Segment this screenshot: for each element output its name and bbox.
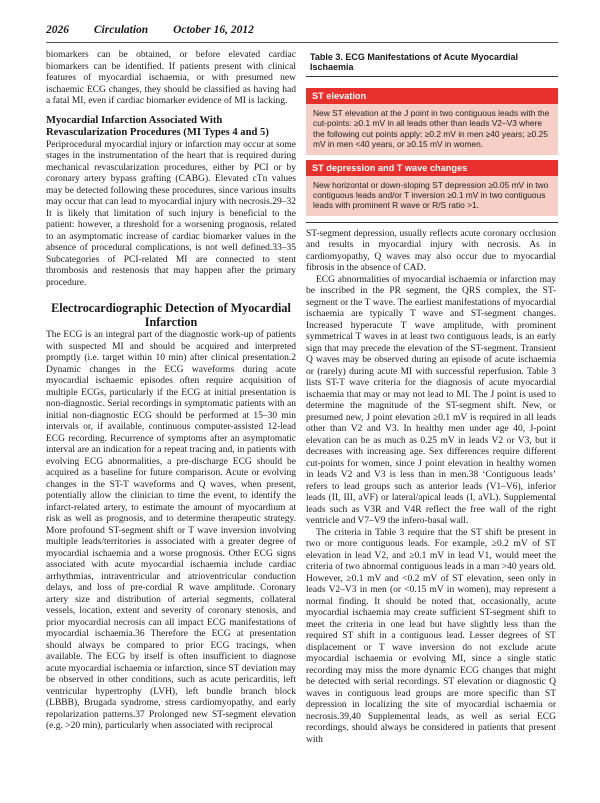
table-section-body-st-depression: New horizontal or down-sloping ST depression ≥0.05 mV in two contiguous leads and/or T inversion ≥0.1 mV in two contiguous leads with prominent R wave or R/S ratio >1. xyxy=(306,176,558,216)
section-heading-mi-revascularization: Myocardial Infarction Associated With Revascularization Procedures (MI Types 4 and 5) xyxy=(46,114,269,138)
left-column xyxy=(46,50,296,733)
right-column xyxy=(306,50,556,746)
table-section-heading-st-elevation: ST elevation xyxy=(306,88,558,104)
issue-date: October 16, 2012 xyxy=(173,24,254,36)
table-body xyxy=(306,77,558,216)
running-header xyxy=(46,24,558,43)
journal-name: Circulation xyxy=(93,24,149,36)
table-title: Table 3. ECG Manifestations of Acute Myocardial Ischaemia xyxy=(306,50,558,77)
paragraph-st-depression: ST-segment depression, usually reflects acute coronary occlusion and results in myocardial injury with necrosis. As in cardiomyopathy, Q waves may also occur due to myocardial fibrosis in the absence of CAD. xyxy=(306,228,556,274)
paragraph-ecg-detection: The ECG is an integral part of the diagnostic work-up of patients with suspected MI and should be acquired and interpreted promptly (i.e. target within 10 min) after clinical presentation.2 Dynamic changes in the ECG waveforms during acute myocardial ischaemic episodes often require acquisition of multiple ECGs, particularly if the ECG at initial presentation is non-diagnostic. Serial recordings in symptomatic patients with an initial non-diagnostic ECG should be performed at 15–30 min intervals or, if available, continuous computer-assisted 12-lead ECG recording. Recurrence of symptoms after an asymptomatic interval are an indication for a repeat tracing and, in patients with evolving ECG abnormalities, a pre-discharge ECG should be acquired as a baseline for future comparison. Acute or evolving changes in the ST-T waveforms and Q waves, when present, potentially allow the clinician to time the event, to identify the infarct-related artery, to estimate the amount of myocardium at risk as well as prognosis, and to determine therapeutic strategy. More profound ST-segment shift or T wave inversion involving multiple leads/territories is associated with a greater degree of myocardial ischaemia and a worse prognosis. Other ECG signs associated with acute myocardial ischaemia include cardiac arrhythmias, intraventricular and atrioventricular conduction delays, and loss of pre-cordial R wave amplitude. Coronary artery size and distribution of arterial segments, collateral vessels, location, extent and severity of coronary stenosis, and prior myocardial necrosis can all impact ECG manifestations of myocardial ischaemia.36 Therefore the ECG at presentation should always be compared to prior ECG tracings, when available. The ECG by itself is often insufficient to diagnose acute myocardial ischaemia or infarction, since ST deviation may be observed in other conditions, such as acute pericarditis, left ventricular hypertrophy (LVH), left bundle branch block (LBBB), Brugada syndrome, stress cardiomyopathy, and early repolarization patterns.37 Prolonged new ST-segment elevation (e.g. >20 min), particularly when associated with reciprocal xyxy=(46,330,296,731)
paragraph-table-criteria: The criteria in Table 3 require that the ST shift be present in two or more contiguous leads. For example, ≥0.2 mV of ST elevation in lead V2, and ≥0.1 mV in lead V1, would meet the criteria of two abnormal contiguous leads in a man >40 years old. However, ≥0.1 mV and <0.2 mV of ST elevation, seen only in leads V2–V3 in men (or <0.15 mV in women), may represent a normal finding. It should be noted that, occasionally, acute myocardial ischaemia may create sufficient ST-segment shift to meet the criteria in one lead but have slightly less than the required ST shift in a contiguous lead. Lesser degrees of ST displacement or T wave inversion do not exclude acute myocardial ischaemia or evolving MI, since a single static recording may miss the more dynamic ECG changes that might be detected with serial recordings. ST elevation or diagnostic Q waves in contiguous lead groups are more specific than ST depression in localizing the site of myocardial ischaemia or necrosis.39,40 Supplemental leads, as well as serial ECG recordings, should always be considered in patients that present with xyxy=(306,527,556,745)
table-3 xyxy=(306,50,558,223)
table-section-heading-st-depression: ST depression and T wave changes xyxy=(306,160,558,176)
paragraph-mi-revascularization: Periprocedural myocardial injury or infarction may occur at some stages in the instrumentation of the heart that is required during mechanical revascularization procedures, either by PCI or by coronary artery bypass grafting (CABG). Elevated cTn values may be detected following these procedures, since various insults may occur that can lead to myocardial injury with necrosis.29–32 It is likely that limitation of such injury is beneficial to the patient: however, a threshold for a worsening prognosis, related to an asymptomatic increase of cardiac biomarker values in the absence of procedural complications, is not well defined.33–35 Subcategories of PCI-related MI are connected to stent thrombosis and restenosis that may happen after the primary procedure. xyxy=(46,139,296,288)
table-section-body-st-elevation: New ST elevation at the J point in two contiguous leads with the cut-points: ≥0.1 mV in all leads other than leads V2–V3 where the following cut points apply: ≥0.2 mV in men ≥40 years; ≥0.25 mV in men <40 years, or ≥0.15 mV in women. xyxy=(306,104,558,155)
page-number: 2026 xyxy=(46,24,69,36)
section-heading-ecg-detection: Electrocardiographic Detection of Myocardial Infarction xyxy=(51,301,291,329)
paragraph-ecg-abnormalities: ECG abnormalities of myocardial ischaemia or infarction may be inscribed in the PR segment, the QRS complex, the ST-segment or the T wave. The earliest manifestations of myocardial ischaemia are typically T wave and ST-segment changes. Increased hyperacute T wave amplitude, with prominent symmetrical T waves in at least two contiguous leads, is an early sign that may precede the elevation of the ST-segment. Transient Q waves may be observed during an episode of acute ischaemia or (rarely) during acute MI with successful reperfusion. Table 3 lists ST-T wave criteria for the diagnosis of acute myocardial ischaemia that may or may not lead to MI. The J point is used to determine the magnitude of the ST-segment shift. New, or presumed new, J point elevation ≥0.1 mV is required in all leads other than V2 and V3. In healthy men under age 40, J-point elevation can be as much as 0.25 mV in leads V2 or V3, but it decreases with increasing age. Sex differences require different cut-points for women, since J point elevation in healthy women in leads V2 and V3 is less than in men.38 ‘Contiguous leads’ refers to lead groups such as anterior leads (V1–V6), inferior leads (II, III, aVF) or lateral/apical leads (I, aVL). Supplemental leads such as V3R and V4R reflect the free wall of the right ventricle and V7–V9 the infero-basal wall. xyxy=(306,274,556,527)
paragraph-continued: biomarkers can be obtained, or before elevated cardiac biomarkers can be identified. If patients present with clinical features of myocardial ischaemia, or with presumed new ischaemic ECG changes, they should be classified as having had a fatal MI, even if cardiac biomarker evidence of MI is lacking. xyxy=(46,50,296,106)
